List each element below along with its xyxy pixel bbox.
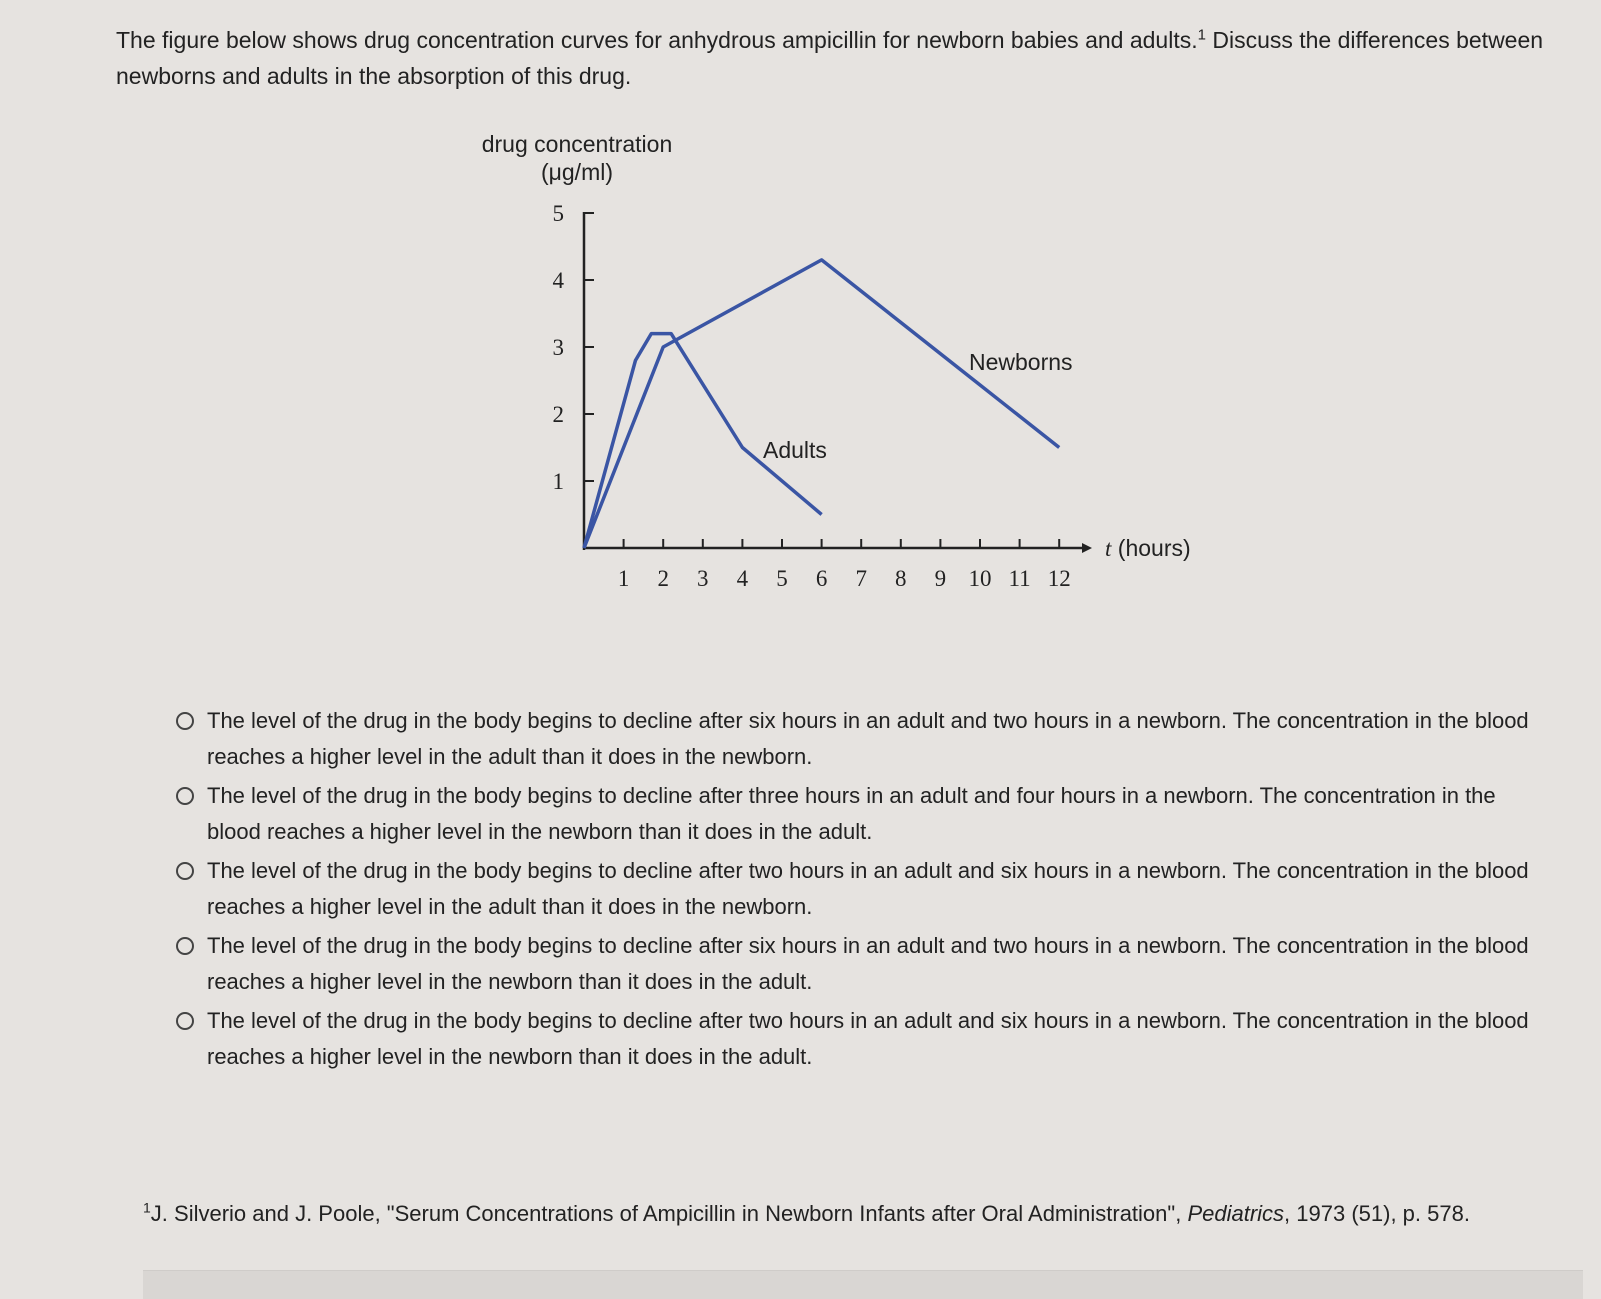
series-line-newborns — [584, 260, 1059, 548]
answer-option[interactable] — [176, 703, 1546, 775]
x-tick-label: 3 — [697, 566, 709, 591]
radio-button[interactable] — [176, 1012, 194, 1030]
radio-button[interactable] — [176, 937, 194, 955]
y-axis-label-line1: drug concentration — [481, 131, 673, 157]
radio-button[interactable] — [176, 712, 194, 730]
answer-option[interactable] — [176, 778, 1546, 850]
series-label-newborns: Newborns — [969, 349, 1073, 375]
x-tick-label: 12 — [1047, 566, 1071, 591]
radio-button[interactable] — [176, 787, 194, 805]
x-tick-label: 7 — [855, 566, 867, 591]
answer-option[interactable] — [176, 1003, 1546, 1075]
x-tick-label: 11 — [1008, 566, 1031, 591]
answer-options — [176, 703, 1546, 1078]
answer-option[interactable] — [176, 928, 1546, 1000]
x-tick-label: 9 — [934, 566, 947, 591]
answer-option-text: The level of the drug in the body begins to decline after two hours in an adult and six hours in a newborn. The concentration in the blood reaches a higher level in the adult than it does in the newborn. — [207, 858, 1529, 919]
y-axis-label-line2: (μg/ml) — [540, 159, 614, 185]
drug-concentration-chart — [470, 120, 1230, 600]
footnote — [143, 1196, 1543, 1232]
x-axis-label — [1105, 535, 1191, 561]
footnote-citation-end: , 1973 (51), p. 578. — [1284, 1201, 1470, 1226]
answer-option-text: The level of the drug in the body begins to decline after two hours in an adult and six hours in a newborn. The concentration in the blood reaches a higher level in the newborn than it does in the adult. — [207, 1008, 1529, 1069]
x-tick-label: 1 — [617, 566, 630, 591]
x-tick-label: 6 — [815, 566, 828, 591]
answer-option[interactable] — [176, 853, 1546, 925]
x-tick-label: 5 — [776, 566, 788, 591]
footnote-marker: 1 — [1197, 26, 1206, 44]
y-tick-label: 4 — [552, 268, 564, 293]
answer-option-text: The level of the drug in the body begins to decline after six hours in an adult and two hours in a newborn. The concentration in the blood reaches a higher level in the newborn than it does in the adult. — [207, 933, 1529, 994]
footnote-citation: J. Silverio and J. Poole, "Serum Concentrations of Ampicillin in Newborn Infants after Oral Administration", — [150, 1201, 1188, 1226]
bottom-panel-edge — [143, 1270, 1583, 1299]
answer-option-text: The level of the drug in the body begins to decline after three hours in an adult and four hours in a newborn. The concentration in the blood reaches a higher level in the newborn than it does in the adult. — [207, 783, 1496, 844]
y-tick-label: 3 — [552, 335, 564, 360]
chart-series — [584, 260, 1073, 548]
x-tick-label: 2 — [657, 566, 669, 591]
x-tick-label: 10 — [968, 566, 992, 591]
series-label-adults: Adults — [763, 437, 827, 463]
footnote-journal: Pediatrics — [1187, 1201, 1285, 1226]
x-tick-label: 8 — [895, 566, 907, 591]
y-tick-label: 1 — [552, 469, 564, 494]
x-axis-arrowhead — [1082, 543, 1092, 553]
question-text — [116, 22, 1556, 94]
x-axis-label-variable: t — [1105, 536, 1112, 561]
y-tick-label: 2 — [552, 402, 564, 427]
footnote-number: 1 — [143, 1199, 151, 1216]
question-text-part2: Discuss the differences between newborns and adults in the absorption of this drug. — [116, 27, 1544, 89]
answer-option-text: The level of the drug in the body begins to decline after six hours in an adult and two hours in a newborn. The concentration in the blood reaches a higher level in the adult than it does in the newborn. — [207, 708, 1529, 769]
y-tick-label: 5 — [552, 201, 564, 226]
x-tick-label: 4 — [736, 566, 749, 591]
question-text-part1: The figure below shows drug concentration curves for anhydrous ampicillin for newborn babies and adults. — [116, 27, 1198, 53]
radio-button[interactable] — [176, 862, 194, 880]
x-axis-label-unit: (hours) — [1111, 535, 1191, 561]
